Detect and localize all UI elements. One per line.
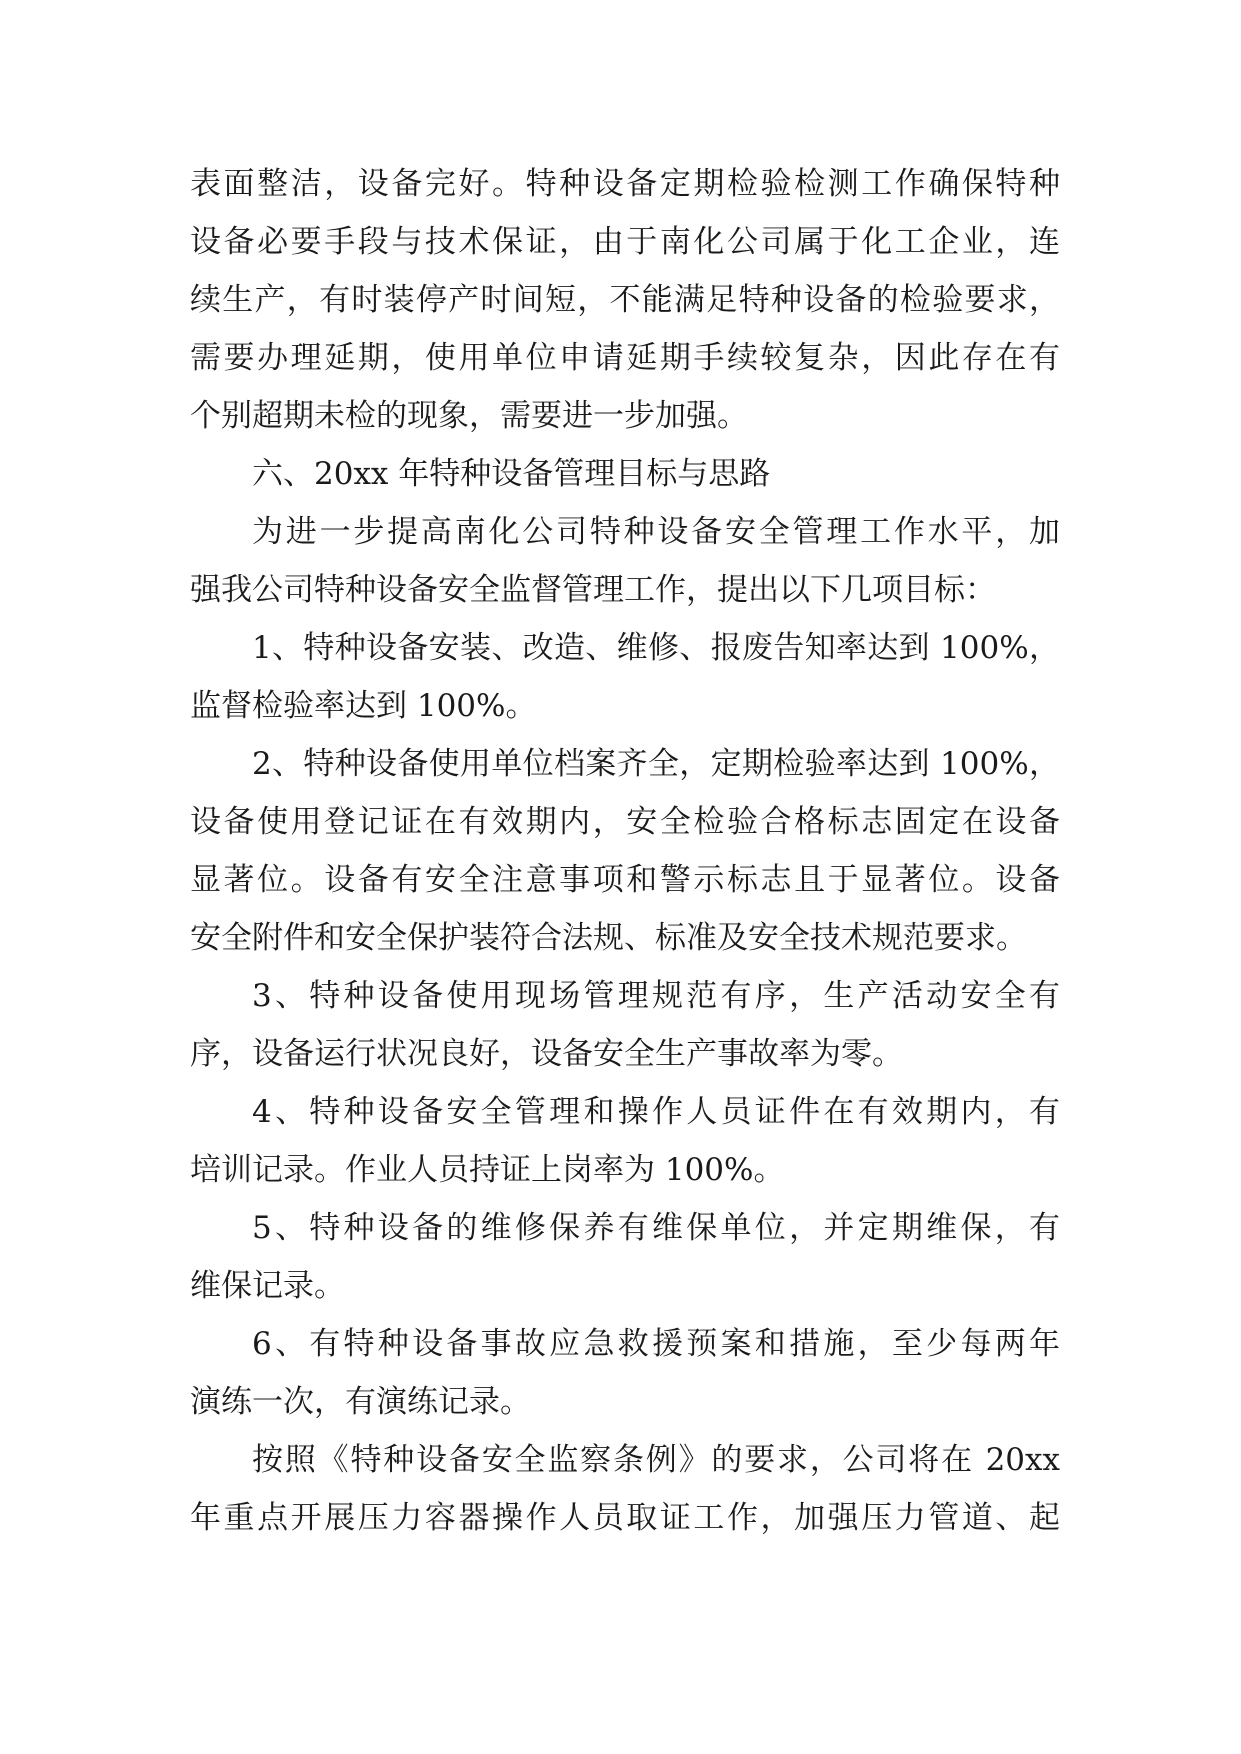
text-line: 表面整洁，设备完好。特种设备定期检验检测工作确保特种 xyxy=(190,166,1060,202)
text-line: 设备必要手段与技术保证，由于南化公司属于化工企业，连 xyxy=(190,224,1060,260)
text-line: 维保记录。 xyxy=(190,1268,345,1304)
text-line: 6、有特种设备事故应急救援预案和措施，至少每两年 xyxy=(252,1326,1060,1362)
text-line: 2、特种设备使用单位档案齐全，定期检验率达到 100%， xyxy=(252,746,1060,782)
text-line: 5、特种设备的维修保养有维保单位，并定期维保，有 xyxy=(252,1210,1060,1246)
text-line: 年重点开展压力容器操作人员取证工作，加强压力管道、起 xyxy=(190,1500,1060,1536)
text-line: 培训记录。作业人员持证上岗率为 100%。 xyxy=(190,1152,785,1188)
text-line: 六、20xx 年特种设备管理目标与思路 xyxy=(252,456,771,492)
text-line: 个别超期未检的现象，需要进一步加强。 xyxy=(190,398,748,434)
text-line: 监督检验率达到 100%。 xyxy=(190,688,537,724)
text-line: 需要办理延期，使用单位申请延期手续较复杂，因此存在有 xyxy=(190,340,1060,376)
text-line: 显著位。设备有安全注意事项和警示标志且于显著位。设备 xyxy=(190,862,1060,898)
text-line: 按照《特种设备安全监察条例》的要求，公司将在 20xx xyxy=(252,1442,1060,1478)
text-line: 1、特种设备安装、改造、维修、报废告知率达到 100%， xyxy=(252,630,1060,666)
text-line: 3、特种设备使用现场管理规范有序，生产活动安全有 xyxy=(252,978,1060,1014)
text-line: 设备使用登记证在有效期内，安全检验合格标志固定在设备 xyxy=(190,804,1060,840)
document-body xyxy=(190,155,1060,1547)
text-line: 演练一次，有演练记录。 xyxy=(190,1384,531,1420)
text-line: 强我公司特种设备安全监督管理工作，提出以下几项目标： xyxy=(190,572,996,608)
text-line: 安全附件和安全保护装符合法规、标准及安全技术规范要求。 xyxy=(190,920,1027,956)
text-line: 4、特种设备安全管理和操作人员证件在有效期内，有 xyxy=(252,1094,1060,1130)
text-line: 为进一步提高南化公司特种设备安全管理工作水平，加 xyxy=(252,514,1060,550)
text-line: 序，设备运行状况良好，设备安全生产事故率为零。 xyxy=(190,1036,903,1072)
text-line: 续生产，有时装停产时间短，不能满足特种设备的检验要求， xyxy=(190,282,1060,318)
